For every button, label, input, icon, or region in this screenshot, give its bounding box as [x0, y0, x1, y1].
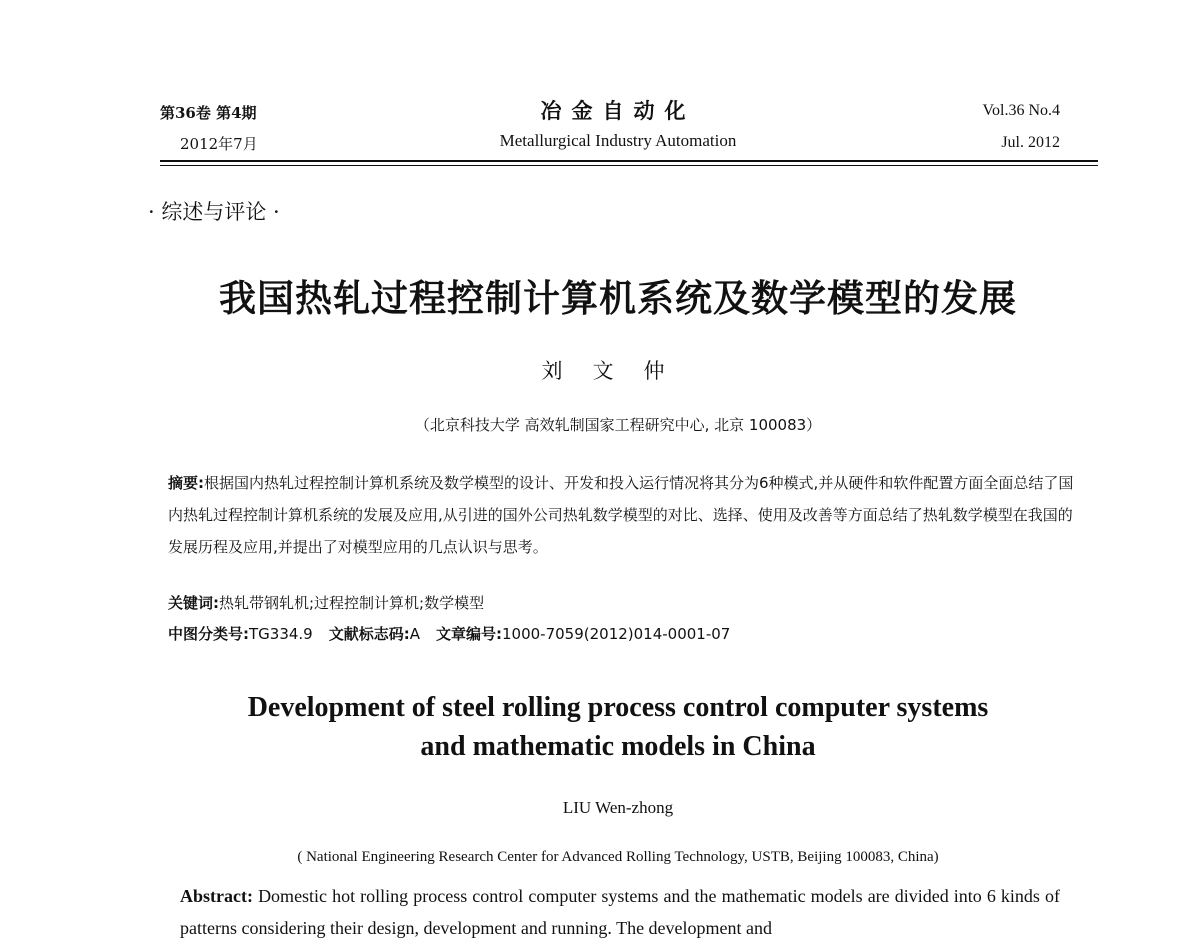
paper-title-en-line1: Development of steel rolling process control computer systems — [247, 692, 989, 723]
header-rule-thin — [160, 165, 1098, 166]
section-label: · 综述与评论 · — [148, 200, 280, 224]
paper-title-en — [0, 688, 1200, 766]
date-cn: 2012年7月 — [180, 135, 258, 153]
doc-code-label: 文献标志码: — [328, 625, 410, 643]
keywords — [168, 592, 484, 613]
keywords-label: 关键词: — [168, 594, 219, 612]
date-en: Jul. 2012 — [1001, 134, 1060, 151]
affiliation-cn: （北京科技大学 高效轧制国家工程研究中心, 北京 100083） — [414, 416, 822, 434]
journal-name-en: Metallurgical Industry Automation — [499, 131, 737, 150]
volume-issue-cn: 第36卷 第4期 — [160, 104, 257, 122]
volume-issue-en: Vol.36 No.4 — [982, 102, 1060, 119]
keywords-text: 热轧带钢轧机;过程控制计算机;数学模型 — [219, 594, 485, 612]
author-en: LIU Wen-zhong — [562, 798, 674, 817]
header-rule-thick — [160, 160, 1098, 162]
author-cn: 刘文仲 — [541, 359, 695, 383]
doc-code-value: A — [409, 625, 420, 643]
abstract-en-label: Abstract: — [180, 886, 253, 906]
affiliation-en: ( National Engineering Research Center for Advanced Rolling Technology, USTB, Beijing 100083, China) — [297, 849, 939, 865]
clc-value: TG334.9 — [249, 625, 313, 643]
abstract-cn-label: 摘要: — [168, 474, 204, 492]
abstract-en-text: Domestic hot rolling process control computer systems and the mathematic models are divided into 6 kinds of patterns considering their design, development and running. The development and — [180, 886, 1061, 938]
clc-label: 中图分类号: — [168, 625, 249, 643]
paper-title-en-line2: and mathematic models in China — [420, 731, 816, 762]
article-id-label: 文章编号: — [436, 625, 502, 643]
paper-title-cn: 我国热轧过程控制计算机系统及数学模型的发展 — [219, 277, 1017, 320]
abstract-cn-text: 根据国内热轧过程控制计算机系统及数学模型的设计、开发和投入运行情况将其分为6种模式,并从硬件和软件配置方面全面总结了国内热轧过程控制计算机系统的发展及应用,从引进的国外公司热轧数学模型的对比、选择、使用及改善等方面总结了热轧数学模型在我国的发展历程及应用,并提出了对模型应用的几点认识与思考。 — [168, 474, 1074, 556]
abstract-en — [180, 880, 1060, 944]
article-id-value: 1000-7059(2012)014-0001-07 — [502, 625, 731, 643]
abstract-cn — [168, 467, 1080, 563]
classification-line — [168, 623, 730, 644]
journal-name-cn: 冶金自动化 — [540, 98, 696, 123]
